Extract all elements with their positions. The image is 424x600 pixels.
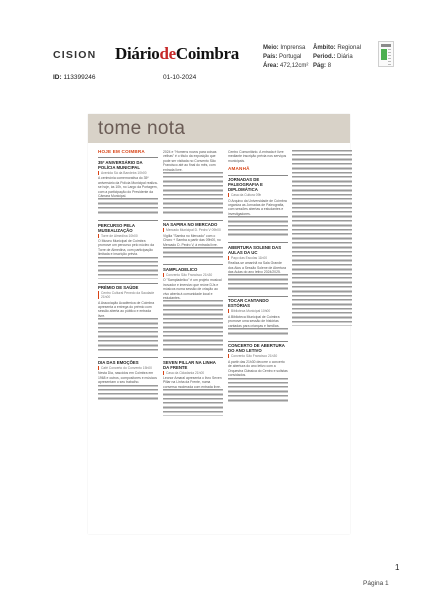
- event-title: 35º ANIVERSÁRIO DA POLÍCIA MUNICIPAL: [98, 157, 158, 170]
- event-body: 2024 e "Homens novos para coisas velhas" é o título da exposição que pode ser visitada no Convento São Francisco até ao final do mês, com entrada livre.: [163, 150, 217, 172]
- event-venue: Centro Cultural Penedo da Saudade 21h00: [98, 291, 158, 299]
- event-item: [98, 220, 158, 279]
- event-body: O Arquivo da Universidade de Coimbra organiza as Jornadas de Paleografia, com sessões abertas a estudantes e investigadores.: [228, 198, 287, 216]
- cision-logo: CISION: [53, 49, 97, 61]
- page-thumbnail[interactable]: [378, 41, 394, 67]
- paper-name-c: Coimbra: [175, 44, 239, 63]
- meta-value: 472,12cm²: [280, 62, 309, 69]
- event-item: [228, 296, 288, 337]
- event-title: SAMPLADELICO: [163, 264, 223, 272]
- event-item: [163, 357, 223, 416]
- paper-name-a: Diário: [115, 44, 160, 63]
- event-title: SEVEN PILLAR NA LINHA DA FRENTE: [163, 357, 223, 370]
- event-body: O "Sampladelico" é um projeto musical inovador e imersivo que reúne DJs e músicos numa sessão de criação ao vivo aberta à comunidade local e estudantes.: [163, 278, 222, 300]
- event-venue: Mercado Municipal D. Pedro V 09h00: [163, 228, 223, 232]
- event-body: Nesta Dia, nascidos em Coimbra em 1968 e outros, compositores e músicos apresentam o seu trabalho.: [98, 371, 157, 385]
- event-item: [228, 150, 288, 163]
- meta-value: Regional: [337, 45, 362, 51]
- event-venue: Café Concerto do Convento 15h00: [98, 366, 158, 370]
- meta-value: 8: [327, 62, 332, 69]
- event-body: Centro Comunitário. A entrada é livre mediante inscrição prévia nos serviços municipais.: [228, 150, 287, 163]
- newspaper-logo: [115, 44, 239, 64]
- id-value: 113399246: [63, 74, 96, 81]
- event-body: Vigília "Samba no Mercado" com o Choro + Samba a partir das 09h00, no Mercado D. Pedro V, à entrada livre.: [163, 233, 221, 247]
- meta-value: Imprensa: [280, 45, 306, 51]
- event-venue: Casa da Cultura 09h: [228, 193, 288, 197]
- event-item: [163, 220, 223, 260]
- event-item: [98, 157, 158, 216]
- page-label: Página 1: [363, 580, 389, 587]
- meta-key: Âmbito:: [313, 45, 336, 51]
- meta-key: Period.:: [313, 53, 336, 60]
- meta-row: [263, 62, 308, 71]
- meta-row: [313, 62, 361, 71]
- column-3: [228, 150, 288, 530]
- meta-key: Pág:: [313, 62, 327, 69]
- paper-name-b: de: [159, 44, 176, 63]
- meta-right: [313, 44, 361, 70]
- section-tomorrow-heading: AMANHÃ: [228, 166, 250, 172]
- column-2: [163, 150, 223, 530]
- event-body: Leonor Amaral apresenta o livro Seven Pillar na Linha da Frente, numa conversa moderada com entrada livre.: [163, 376, 222, 389]
- meta-value: Diária: [337, 53, 353, 60]
- event-title: DIA DAS EMOÇÕES: [98, 357, 158, 365]
- meta-key: Meio:: [263, 45, 279, 51]
- event-venue: Torre de Almedina 10h00: [98, 234, 158, 238]
- event-title: TOCAR CANTANDO ESTÓRIAS: [228, 296, 288, 309]
- section-today-heading: HOJE EM COIMBRA: [98, 150, 145, 154]
- event-title: JORNADAS DE PALEOGRAFIA E DIPLOMÁTICA: [228, 175, 288, 193]
- page-number: 1: [395, 563, 400, 572]
- event-item: [163, 150, 223, 216]
- column-4: [292, 150, 352, 530]
- event-title: PERCURSO PELA MUSEALIZAÇÃO: [98, 220, 158, 233]
- meta-key: País:: [263, 53, 278, 60]
- event-body: A cerimónia comemorativa do 35º aniversário da Polícia Municipal realiza-se hoje, às 10h, no Largo da Portagem, com a participação do Presidente da Câmara Municipal.: [98, 176, 158, 199]
- event-item: [228, 242, 288, 292]
- event-venue: Biblioteca Municipal 10h00: [228, 309, 288, 313]
- meta-row: [313, 53, 361, 62]
- event-title: NA SAPIRA NO MERCADO: [163, 220, 223, 228]
- event-title: PRÉMIO DE SAÚDE: [98, 283, 158, 291]
- event-body: A Associação Académica de Coimbra apresenta a entrega do prémio com sessão aberta ao público e entrada livre.: [98, 300, 155, 318]
- meta-row: [313, 44, 361, 53]
- event-item: [98, 357, 158, 402]
- column-1: [98, 150, 158, 530]
- meta-row: [263, 53, 308, 62]
- event-title: ABERTURA SOLENE DAS AULAS DA UC: [228, 242, 288, 255]
- event-item: [228, 175, 288, 239]
- event-venue: Convento São Francisco 21h30: [228, 354, 288, 358]
- thumbnail-header-bar: [381, 44, 391, 47]
- event-venue: Paço das Escolas 11h00: [228, 256, 288, 260]
- meta-left: [263, 44, 308, 70]
- event-item: [163, 264, 223, 353]
- event-body: O Museu Municipal de Coimbra promove um percurso pelo núcleo da Torre de Almedina, com participação limitada e inscrição prévia.: [98, 239, 154, 257]
- clipping-id: [53, 74, 96, 81]
- event-venue: Convento São Francisco 21h30: [163, 273, 223, 277]
- event-venue: Avenida Sá da Bandeira 10h00: [98, 171, 158, 175]
- banner-title: tome nota: [98, 118, 186, 139]
- event-body: Realiza-se amanhã na Sala Grande dos Atos a Sessão Solene de Abertura das Aulas do ano letivo 2024/2025.: [228, 261, 287, 275]
- event-item: [98, 283, 158, 354]
- id-label: ID:: [53, 74, 62, 81]
- meta-row: [263, 44, 308, 53]
- section-banner: [88, 114, 350, 143]
- event-venue: Casa da Cidadania 21h00: [163, 371, 223, 375]
- meta-value: Portugal: [279, 53, 302, 60]
- event-body: A Biblioteca Municipal de Coimbra promove uma sessão de histórias cantadas para crianças e famílias.: [228, 314, 280, 328]
- clipping-date: 01-10-2024: [163, 74, 197, 81]
- event-body: A partir das 21h30 decorre o concerto de abertura do ano letivo com a Orquestra Clássica do Centro e solistas convidados.: [228, 359, 288, 378]
- thumbnail-text-block: [388, 49, 391, 65]
- meta-key: Área:: [263, 62, 279, 69]
- event-item: [228, 341, 288, 404]
- thumbnail-image-block: [381, 49, 387, 60]
- event-title: CONCERTO DE ABERTURA DO ANO LETIVO: [228, 341, 288, 354]
- newspaper-clipping: [88, 114, 350, 534]
- clipping-header: [0, 0, 424, 92]
